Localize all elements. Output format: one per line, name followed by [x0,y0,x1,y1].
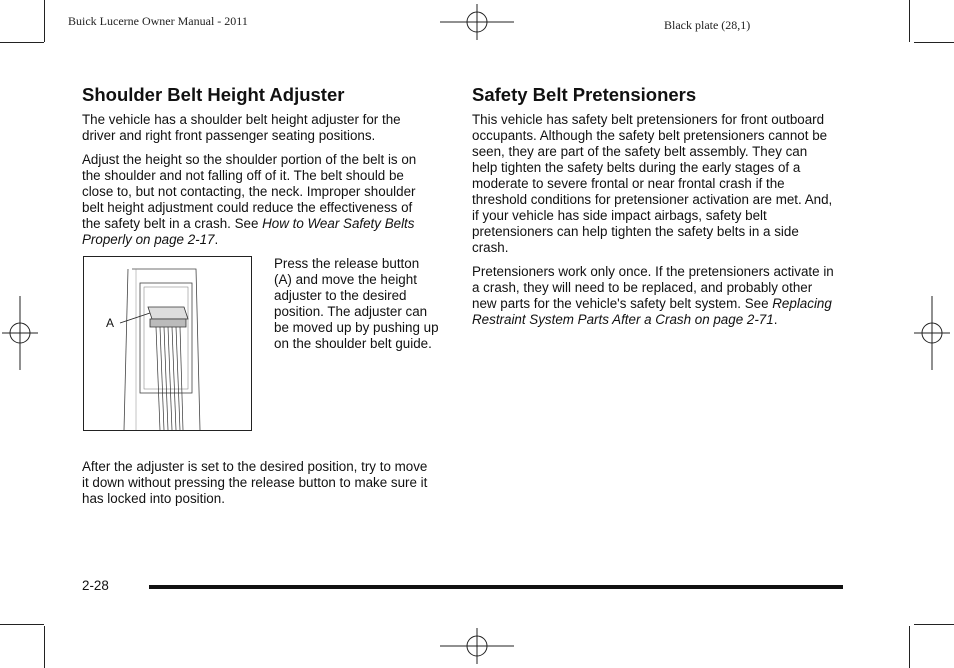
paragraph [472,264,834,328]
crop-mark [909,626,910,668]
shoulder-belt-adjuster-illustration [83,256,252,431]
registration-mark-icon [2,296,38,370]
section-title-pretensioners: Safety Belt Pretensioners [472,84,697,105]
cross-reference-link[interactable]: Replacing Restraint System Parts After a Crash on page 2-71 [472,296,832,327]
paragraph-end: . [773,312,778,327]
paragraph: This vehicle has safety belt pretensioners for front outboard occupants. Although the safety belt pretensioners cannot be seen, they are part of the safety belt assembly. They can help tighten the safety belts during the early stages of a moderate to severe frontal or near frontal crash if the threshold conditions for pretensioner activation are met. And, if your vehicle has side impact airbags, safety belt pretensioners can help tighten the safety belts in a side crash. [472,112,833,255]
crop-mark [44,626,45,668]
crop-mark [0,624,44,625]
paragraph-end: . [214,232,219,247]
paragraph: After the adjuster is set to the desired position, try to move it down without pressing the release button to make sure it has locked into position. [82,459,428,506]
figure-caption: Press the release button (A) and move the height adjuster to the desired position. The adjuster can be moved up by pushing up on the shoulder belt guide. [274,256,439,351]
page-number: 2-28 [82,578,109,593]
crop-mark [0,42,44,43]
paragraph-text: Pretensioners work only once. If the pretensioners activate in a crash, they will need to be replaced, and probably other new parts for the vehicle's safety belt system. See [472,264,834,311]
crop-mark [909,0,910,42]
crop-mark [44,0,45,42]
left-column-after-figure [82,459,434,515]
right-column-body [472,112,834,336]
left-column-body [82,112,434,256]
registration-mark-icon [440,628,514,664]
paragraph: The vehicle has a shoulder belt height adjuster for the driver and right front passenger seating positions. [82,112,401,143]
paragraph-text: Adjust the height so the shoulder portion of the belt is on the shoulder and not falling off of it. The belt should be close to, but not contacting, the neck. Improper shoulder belt height adjustment could reduce the effectiveness of the safety belt in a crash. See [82,152,417,231]
crop-mark [914,42,954,43]
crop-mark [914,624,954,625]
section-title-shoulder-belt: Shoulder Belt Height Adjuster [82,84,345,105]
registration-mark-icon [914,296,950,370]
registration-mark-icon [440,4,514,40]
belt-adjuster-drawing [84,257,251,430]
header-plate-info: Black plate (28,1) [664,18,751,32]
cross-reference-link[interactable]: How to Wear Safety Belts Properly on page 2-17 [82,216,415,247]
paragraph [82,152,434,248]
footer-rule [149,585,843,589]
header-manual-title: Buick Lucerne Owner Manual - 2011 [68,14,248,28]
figure-label-a: A [106,316,115,330]
